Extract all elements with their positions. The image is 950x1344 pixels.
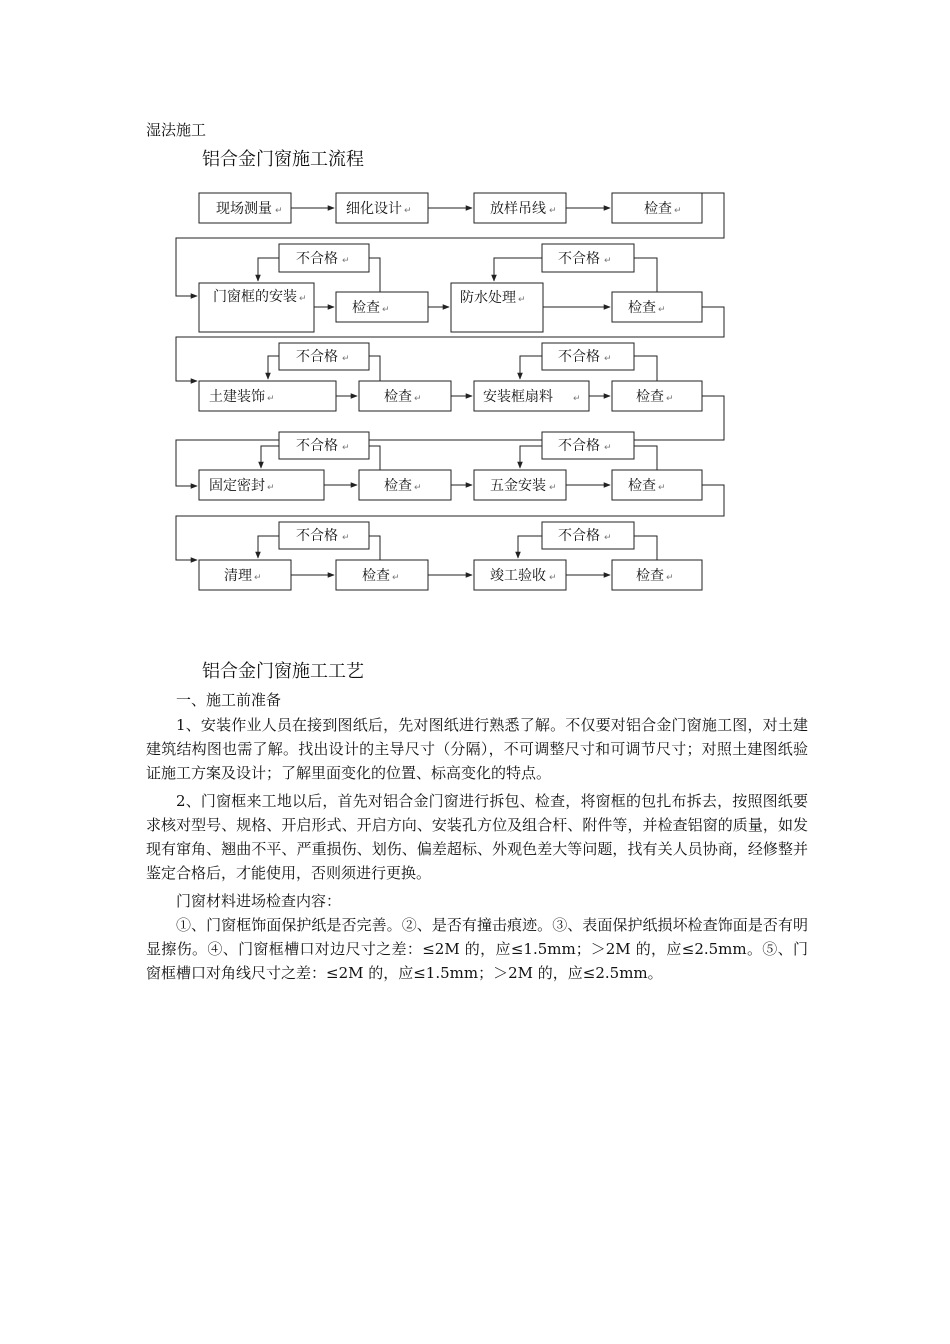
step-layout-plumb xyxy=(474,193,566,223)
svg-text:↵: ↵ xyxy=(414,394,422,404)
svg-text:↵: ↵ xyxy=(275,206,283,216)
fail-box xyxy=(542,343,634,370)
step-label: 门窗框的安装 xyxy=(213,289,297,305)
step-site-survey xyxy=(199,193,291,223)
step-check-9 xyxy=(612,560,702,590)
step-cleanup xyxy=(199,560,291,590)
svg-text:不合格: 不合格 xyxy=(296,438,338,454)
svg-text:↵: ↵ xyxy=(267,394,275,404)
svg-text:↵: ↵ xyxy=(342,443,350,453)
step-label: 固定密封 xyxy=(209,478,265,494)
svg-text:↵: ↵ xyxy=(254,573,262,583)
svg-text:↵: ↵ xyxy=(299,294,307,304)
step-label: 现场测量 xyxy=(216,201,272,217)
step-label: 防水处理 xyxy=(460,290,516,306)
svg-text:不合格: 不合格 xyxy=(558,251,600,267)
svg-text:↵: ↵ xyxy=(342,256,350,266)
svg-text:不合格: 不合格 xyxy=(558,438,600,454)
step-label: 检查 xyxy=(644,201,672,217)
step-check-4 xyxy=(359,381,451,411)
fail-box xyxy=(542,432,634,459)
fail-box xyxy=(279,522,369,549)
step-label: 检查 xyxy=(636,389,664,405)
svg-text:↵: ↵ xyxy=(392,573,400,583)
svg-text:↵: ↵ xyxy=(342,354,350,364)
flowchart-title: 铝合金门窗施工流程 xyxy=(202,149,364,170)
step-completion-acceptance xyxy=(474,560,566,590)
svg-text:不合格: 不合格 xyxy=(296,251,338,267)
svg-text:不合格: 不合格 xyxy=(558,528,600,544)
paragraph-4: ①、门窗框饰面保护纸是否完善。②、是否有撞击痕迹。③、表面保护纸损坏检查饰面是否有明显擦伤。④、门窗框槽口对边尺寸之差：≤2M 的，应≤1.5mm；＞2M 的，应≤2.5mm。⑤、门窗框槽口对角线尺寸之差：≤2M 的，应≤1.5mm；＞2M 的，应≤2.5mm。 xyxy=(146,916,808,982)
fail-box xyxy=(279,244,369,272)
step-label: 细化设计 xyxy=(346,201,402,217)
process-title: 铝合金门窗施工工艺 xyxy=(202,661,364,682)
paragraph-1: 1、安装作业人员在接到图纸后，先对图纸进行熟悉了解。不仅要对铝合金门窗施工图，对土建建筑结构图也需了解。找出设计的主导尺寸（分隔），不可调整尺寸和可调节尺寸；对照土建图纸验证施工方案及设计；了解里面变化的位置、标高变化的特点。 xyxy=(146,716,808,782)
svg-text:↵: ↵ xyxy=(404,206,412,216)
section-heading: 一、施工前准备 xyxy=(176,691,282,709)
step-label: 检查 xyxy=(384,478,412,494)
fail-box xyxy=(542,244,634,272)
svg-text:↵: ↵ xyxy=(666,573,674,583)
step-check-8 xyxy=(336,560,428,590)
svg-text:↵: ↵ xyxy=(382,305,390,315)
svg-text:↵: ↵ xyxy=(549,206,557,216)
paragraph-2: 2、门窗框来工地以后，首先对铝合金门窗进行拆包、检查，将窗框的包扎布拆去，按照图纸要求核对型号、规格、开启形式、开启方向、安装孔方位及组合杆、附件等，并检查铝窗的质量，如发现有窜角、翘曲不平、严重损伤、划伤、偏差超标、外观色差大等问题，找有关人员协商，经修整并鉴定合格后，才能使用，否则须进行更换。 xyxy=(146,792,808,882)
step-fix-seal xyxy=(199,470,324,500)
svg-text:↵: ↵ xyxy=(666,394,674,404)
svg-text:↵: ↵ xyxy=(518,295,526,305)
step-label: 放样吊线 xyxy=(490,201,546,217)
step-label: 安装框扇料 xyxy=(483,389,553,405)
step-label: 清理 xyxy=(224,568,252,584)
flowchart xyxy=(0,0,950,620)
paragraph-3: 门窗材料进场检查内容： xyxy=(176,892,342,910)
step-civil-decoration xyxy=(199,381,336,411)
svg-text:↵: ↵ xyxy=(658,305,666,315)
step-check-7 xyxy=(612,470,702,500)
step-sash-install xyxy=(474,381,589,411)
step-label: 检查 xyxy=(352,300,380,316)
step-hardware-install xyxy=(474,470,566,500)
svg-text:↵: ↵ xyxy=(604,443,612,453)
svg-text:↵: ↵ xyxy=(267,483,275,493)
svg-text:↵: ↵ xyxy=(549,483,557,493)
svg-text:不合格: 不合格 xyxy=(296,349,338,365)
svg-text:不合格: 不合格 xyxy=(558,349,600,365)
fail-box xyxy=(279,432,369,459)
svg-text:↵: ↵ xyxy=(604,256,612,266)
fail-box xyxy=(542,522,634,549)
svg-text:↵: ↵ xyxy=(674,206,682,216)
svg-text:↵: ↵ xyxy=(414,483,422,493)
step-check-2 xyxy=(336,292,428,322)
svg-text:↵: ↵ xyxy=(573,394,581,404)
fail-box xyxy=(279,343,369,370)
step-check-5 xyxy=(612,381,702,411)
svg-text:↵: ↵ xyxy=(658,483,666,493)
svg-text:↵: ↵ xyxy=(604,354,612,364)
step-label: 检查 xyxy=(384,389,412,405)
step-label: 检查 xyxy=(628,300,656,316)
step-check-3 xyxy=(612,292,702,322)
step-frame-install xyxy=(199,283,314,332)
step-label: 检查 xyxy=(362,568,390,584)
step-label: 竣工验收 xyxy=(490,568,546,584)
svg-text:↵: ↵ xyxy=(342,533,350,543)
svg-text:不合格: 不合格 xyxy=(296,528,338,544)
step-check-6 xyxy=(359,470,451,500)
svg-text:↵: ↵ xyxy=(549,573,557,583)
top-label: 湿法施工 xyxy=(146,121,207,139)
step-label: 检查 xyxy=(628,478,656,494)
step-check-1 xyxy=(612,193,702,223)
step-label: 检查 xyxy=(636,568,664,584)
step-detailed-design xyxy=(336,193,428,223)
step-waterproofing xyxy=(451,283,543,332)
step-label: 土建装饰 xyxy=(209,389,265,405)
svg-text:↵: ↵ xyxy=(604,533,612,543)
step-label: 五金安装 xyxy=(490,478,546,494)
